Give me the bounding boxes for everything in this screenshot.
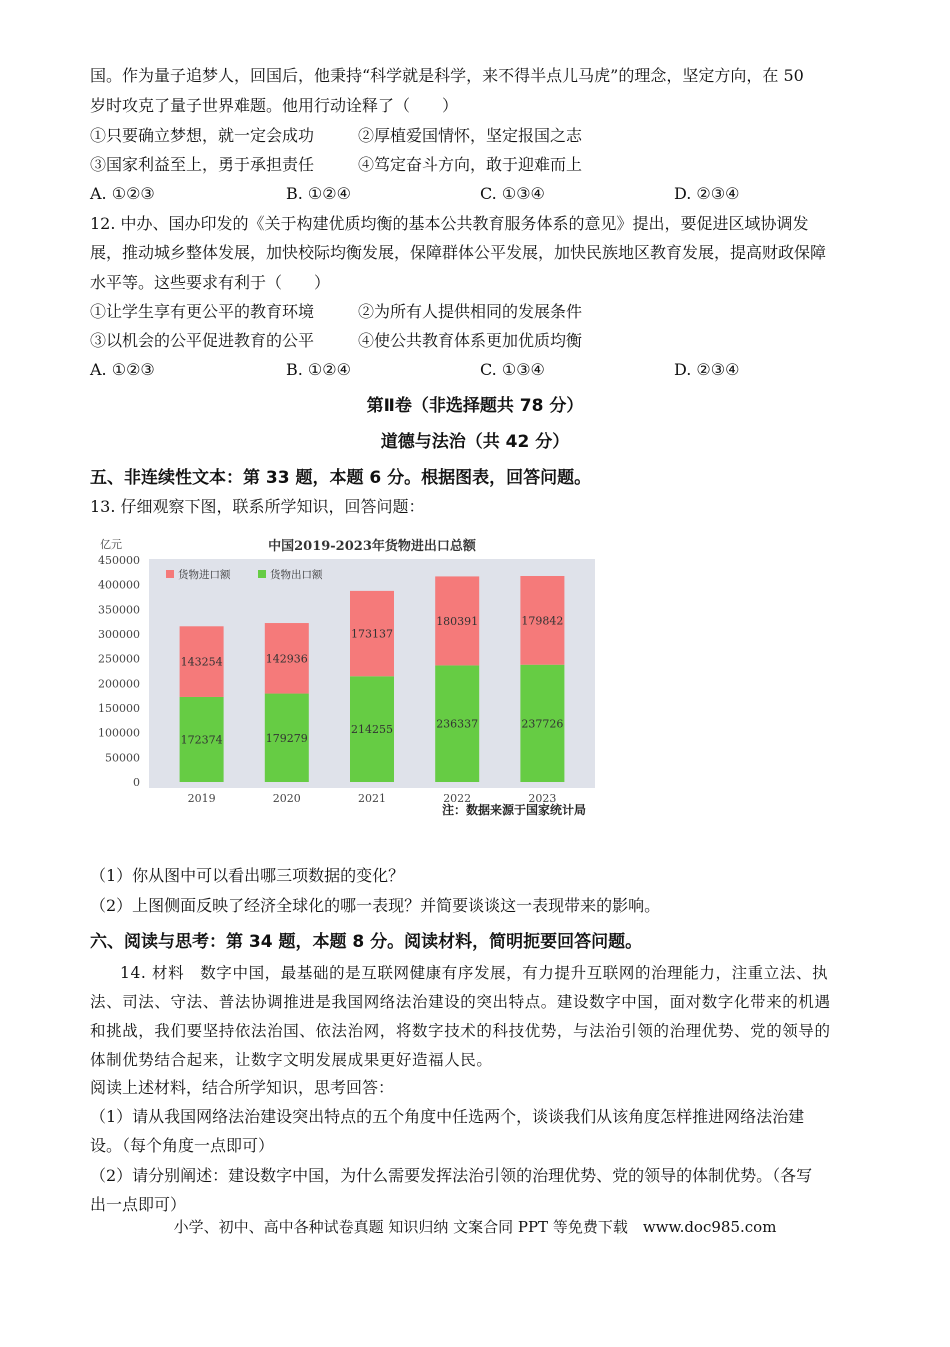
y-tick-label: 350000	[98, 603, 140, 617]
y-tick-label: 450000	[98, 554, 140, 567]
page-footer: 小学、初中、高中各种试卷真题 知识归纳 文案合同 PPT 等免费下载 www.doc985.com	[173, 1218, 777, 1236]
q14-sub1-line2: 设。（每个角度一点即可）	[90, 1136, 275, 1155]
q12-statement-2: ②为所有人提供相同的发展条件	[358, 302, 583, 321]
data-label-import-2021: 173137	[351, 627, 393, 641]
q11-text-line2: 岁时攻克了量子世界难题。他用行动诠释了（ ）	[90, 96, 459, 115]
q12-statement-1: ①让学生享有更公平的教育环境	[90, 302, 315, 321]
y-tick-label: 250000	[98, 652, 140, 666]
trade-chart	[96, 532, 601, 824]
section5-heading: 五、非连续性文本：第 33 题，本题 6 分。根据图表，回答问题。	[90, 468, 592, 488]
q11-choice-b: B. ①②④	[286, 184, 351, 203]
section6-heading: 六、阅读与思考：第 34 题，本题 8 分。阅读材料，简明扼要回答问题。	[90, 932, 643, 952]
q12-statement-4: ④使公共教育体系更加优质均衡	[358, 331, 583, 350]
x-tick-label-2021: 2021	[358, 792, 386, 805]
q11-choice-a: A. ①②③	[90, 184, 155, 203]
q13-sub2: （2）上图侧面反映了经济全球化的哪一表现？并简要谈谈这一表现带来的影响。	[90, 896, 661, 915]
data-label-export-2019: 172374	[180, 733, 223, 747]
subject-title: 道德与法治（共 42 分）	[380, 432, 570, 452]
chart-title: 中国2019-2023年货物进出口总额	[268, 539, 476, 554]
data-label-export-2022: 236337	[436, 717, 479, 731]
q11-choice-d: D. ②③④	[674, 184, 740, 203]
y-tick-label: 200000	[98, 677, 140, 691]
data-label-export-2023: 237726	[521, 717, 564, 731]
y-tick-label: 150000	[98, 702, 140, 715]
y-tick-label: 0	[133, 776, 140, 789]
legend-label: 货物出口额	[270, 569, 323, 581]
q12-choice-a: A. ①②③	[90, 360, 155, 379]
part2-title: 第Ⅱ卷（非选择题共 78 分）	[366, 396, 584, 416]
data-label-import-2022: 180391	[436, 614, 479, 628]
q14-sub2-line1: （2）请分别阐述：建设数字中国，为什么需要发挥法治引领的治理优势、党的领导的体制优势。（各写	[90, 1166, 813, 1185]
q11-statement-3: ③国家利益至上，勇于承担责任	[90, 155, 315, 174]
x-tick-label-2023: 2023	[528, 792, 557, 805]
x-tick-label-2022: 2022	[443, 792, 472, 805]
legend-label: 货物进口额	[178, 569, 231, 581]
q14-prompt: 阅读上述材料，结合所学知识，思考回答：	[90, 1078, 395, 1097]
q13-sub1: （1）你从图中可以看出哪三项数据的变化？	[90, 866, 405, 885]
data-label-import-2023: 179842	[521, 614, 564, 628]
y-tick-label: 100000	[98, 726, 140, 740]
y-axis-unit: 亿元	[100, 538, 122, 551]
q11-choice-c: C. ①③④	[480, 184, 545, 203]
y-tick-label: 300000	[98, 628, 140, 641]
chart-source-note: 注：数据来源于国家统计局	[441, 803, 586, 817]
q14-sub2-line2: 出一点即可）	[90, 1195, 187, 1214]
q12-statement-3: ③以机会的公平促进教育的公平	[90, 331, 315, 350]
q14-material-line2: 法、司法、守法、普法协调推进是我国网络法治建设的突出特点。建设数字中国，面对数字化带来的机遇	[90, 993, 831, 1011]
q12-choice-c: C. ①③④	[480, 360, 545, 379]
q14-material-line4: 体制优势结合起来，让数字文明发展成果更好造福人民。	[90, 1051, 493, 1069]
q11-statement-1: ①只要确立梦想，就一定会成功	[90, 126, 315, 145]
data-label-import-2019: 143254	[180, 655, 223, 669]
data-label-export-2021: 214255	[351, 723, 393, 737]
q14-material-line3: 和挑战，我们要坚持依法治国、依法治网，将数字技术的科技优势，与法治引领的治理优势、党的领导的	[90, 1022, 831, 1040]
q12-choice-d: D. ②③④	[674, 360, 740, 379]
q12-text-line3: 水平等。这些要求有利于（ ）	[90, 273, 331, 292]
q11-text-line1: 国。作为量子追梦人，回国后，他秉持“科学就是科学，来不得半点儿马虎”的理念，坚定方向，在 50	[90, 66, 804, 85]
y-tick-label: 400000	[98, 578, 140, 592]
x-tick-label-2019: 2019	[187, 792, 216, 805]
q14-material-line1: 14. 材料 数字中国，最基础的是互联网健康有序发展，有力提升互联网的治理能力，注重立法、执	[120, 964, 829, 982]
legend-swatch	[258, 570, 266, 578]
data-label-import-2020: 142936	[265, 652, 308, 666]
y-tick-label: 50000	[105, 751, 140, 765]
q11-statement-2: ②厚植爱国情怀，坚定报国之志	[358, 126, 583, 145]
data-label-export-2020: 179279	[265, 731, 308, 745]
q12-text-line2: 展，推动城乡整体发展，加快校际均衡发展，保障群体公平发展，加快民族地区教育发展，提高财政保障	[90, 243, 827, 262]
q14-sub1-line1: （1）请从我国网络法治建设突出特点的五个角度中任选两个，谈谈我们从该角度怎样推进网络法治建	[90, 1107, 805, 1126]
q12-text-line1: 12. 中办、国办印发的《关于构建优质均衡的基本公共教育服务体系的意见》提出，要促进区域协调发	[90, 214, 809, 233]
x-tick-label-2020: 2020	[272, 792, 301, 805]
q12-choice-b: B. ①②④	[286, 360, 351, 379]
q11-statement-4: ④笃定奋斗方向，敢于迎难而上	[358, 155, 583, 174]
q13-stem: 13. 仔细观察下图，联系所学知识，回答问题：	[90, 497, 425, 516]
legend-swatch	[166, 570, 174, 578]
